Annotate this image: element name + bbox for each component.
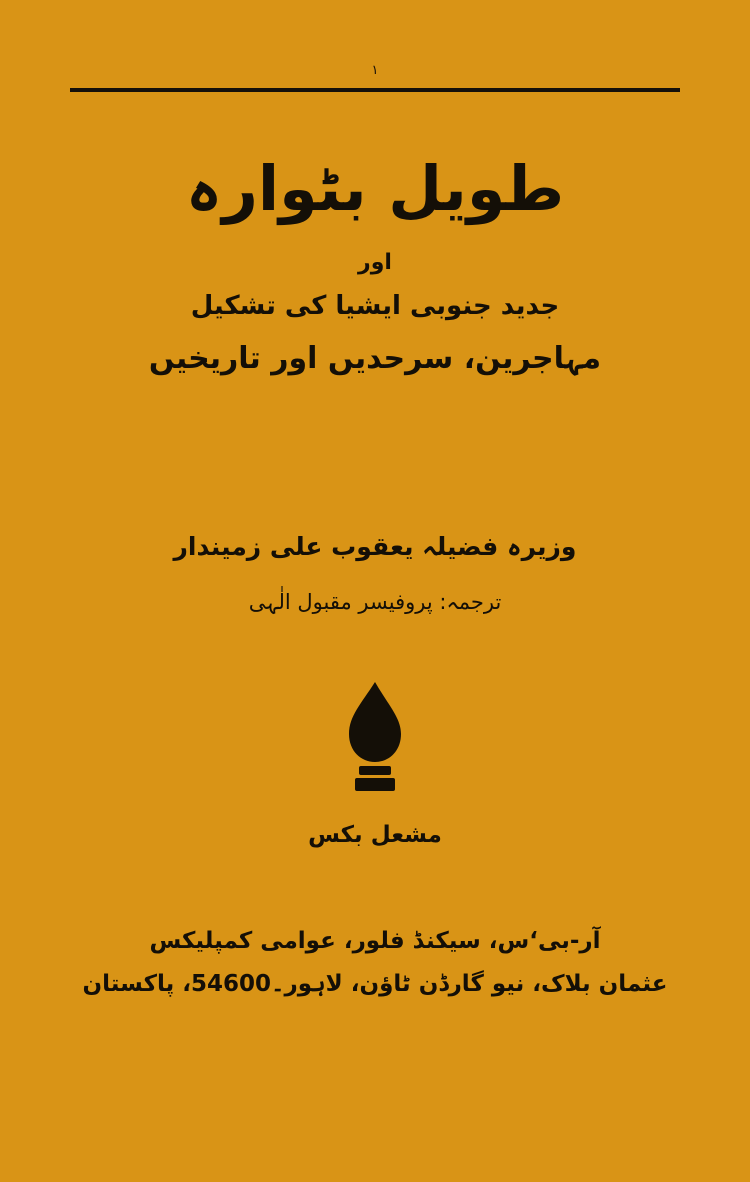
publisher-address <box>0 920 750 1005</box>
title-block <box>0 150 750 381</box>
page-title: طویل بٹوارہ <box>185 152 565 225</box>
torch-icon <box>315 678 435 808</box>
subtitle-line-1: جدید جنوبی ایشیا کی تشکیل <box>190 290 560 321</box>
page-number: ۱ <box>371 63 379 78</box>
publisher-imprint: مشعل بکس <box>308 822 442 848</box>
header-rule <box>70 88 680 92</box>
subtitle-line-2: مہاجرین، سرحدیں اور تاریخیں <box>148 340 602 376</box>
translator-name: ترجمہ: پروفیسر مقبول الٰہی <box>248 589 502 614</box>
publisher-logo-block <box>0 678 750 848</box>
author-block <box>0 528 750 614</box>
address-line-1: آر-بی‘س، سیکنڈ فلور، عوامی کمپلیکس <box>149 928 601 954</box>
address-line-2: عثمان بلاک، نیو گارڈن ٹاؤن، لاہور۔54600، پاکستان <box>82 970 668 997</box>
title-conjunction: اور <box>358 249 392 275</box>
author-name: وزیرہ فضیلہ یعقوب علی زمیندار <box>173 532 577 561</box>
